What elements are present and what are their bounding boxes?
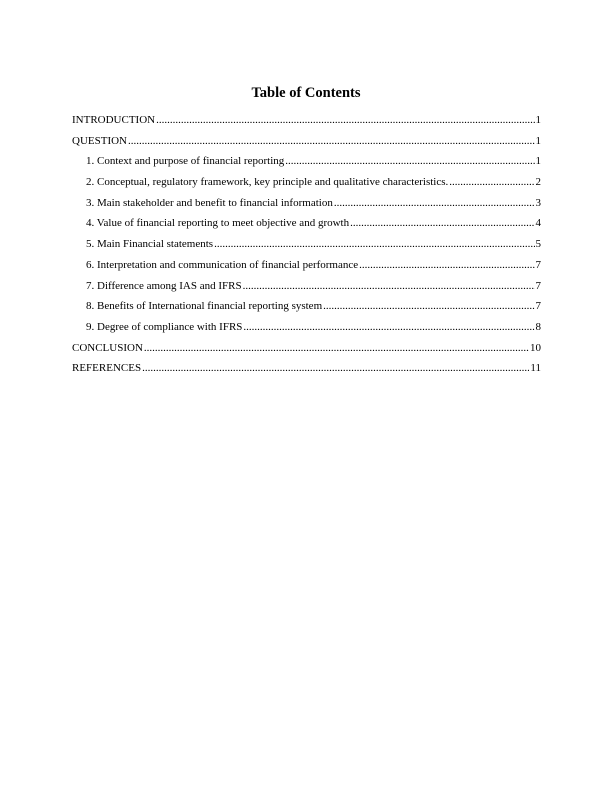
toc-leader-dots [359,259,534,272]
toc-leader-dots [243,280,535,293]
toc-entry-value-reporting[interactable] [72,217,541,238]
toc-entry-page: 1 [535,114,541,126]
toc-entry-label: INTRODUCTION [72,114,156,126]
toc-entry-compliance-ifrs[interactable] [72,321,541,342]
toc-entry-label: REFERENCES [72,362,142,375]
toc-entry-main-stakeholder[interactable] [72,197,541,218]
toc-entry-page: 2 [535,176,541,189]
toc-leader-dots [128,135,535,148]
toc-entry-page: 3 [535,196,541,209]
toc-entry-question[interactable] [72,135,541,156]
toc-leader-dots [449,176,534,189]
toc-entry-page: 10 [530,341,541,354]
toc-entry-label: 9. Degree of compliance with IFRS [86,320,243,333]
toc-entry-conceptual-framework[interactable] [72,176,541,197]
toc-leader-dots [156,114,534,127]
toc-entry-conclusion[interactable] [72,342,541,363]
toc-leader-dots [334,197,535,210]
toc-title: Table of Contents [251,85,361,101]
toc-leader-dots [214,238,534,251]
toc-entry-page: 5 [535,238,541,251]
toc-entry-label: 6. Interpretation and communication of financial performance [86,258,359,271]
toc-entry-label: 7. Difference among IAS and IFRS [86,279,242,292]
toc-entry-financial-statements[interactable] [72,238,541,259]
toc-leader-dots [350,217,534,230]
toc-entry-label: CONCLUSION [72,341,143,354]
toc-leader-dots [144,342,529,355]
toc-entry-label: 2. Conceptual, regulatory framework, key principle and qualitative characteristics. [86,176,449,189]
toc-entry-label: 1. Context and purpose of financial reporting [86,155,285,168]
toc-entry-label: QUESTION [72,134,127,147]
toc-entry-interpretation[interactable] [72,259,541,280]
toc-entry-page: 1 [535,134,541,147]
toc-entry-page: 7 [535,258,541,271]
toc-entry-label: 5. Main Financial statements [86,238,214,251]
toc-entry-label: 8. Benefits of International financial reporting system [86,300,323,313]
toc-entry-page: 8 [535,320,541,333]
toc-entry-page: 4 [535,217,541,230]
toc-entry-introduction[interactable] [72,114,541,135]
toc-entry-label: 3. Main stakeholder and benefit to financial information [86,196,333,209]
toc-leader-dots [285,155,534,168]
toc-entry-benefits-ifrs[interactable] [72,300,541,321]
toc-entry-references[interactable] [72,362,541,383]
toc-leader-dots [142,362,529,375]
toc-entry-page: 11 [530,362,541,375]
toc-list [72,114,541,383]
toc-leader-dots [243,321,534,334]
toc-entry-page: 7 [535,279,541,292]
toc-entry-ias-ifrs-difference[interactable] [72,280,541,301]
toc-entry-page: 1 [535,155,541,168]
toc-leader-dots [323,300,534,313]
toc-entry-context-purpose[interactable] [72,155,541,176]
toc-entry-page: 7 [535,300,541,313]
toc-entry-label: 4. Value of financial reporting to meet objective and growth [86,217,350,230]
